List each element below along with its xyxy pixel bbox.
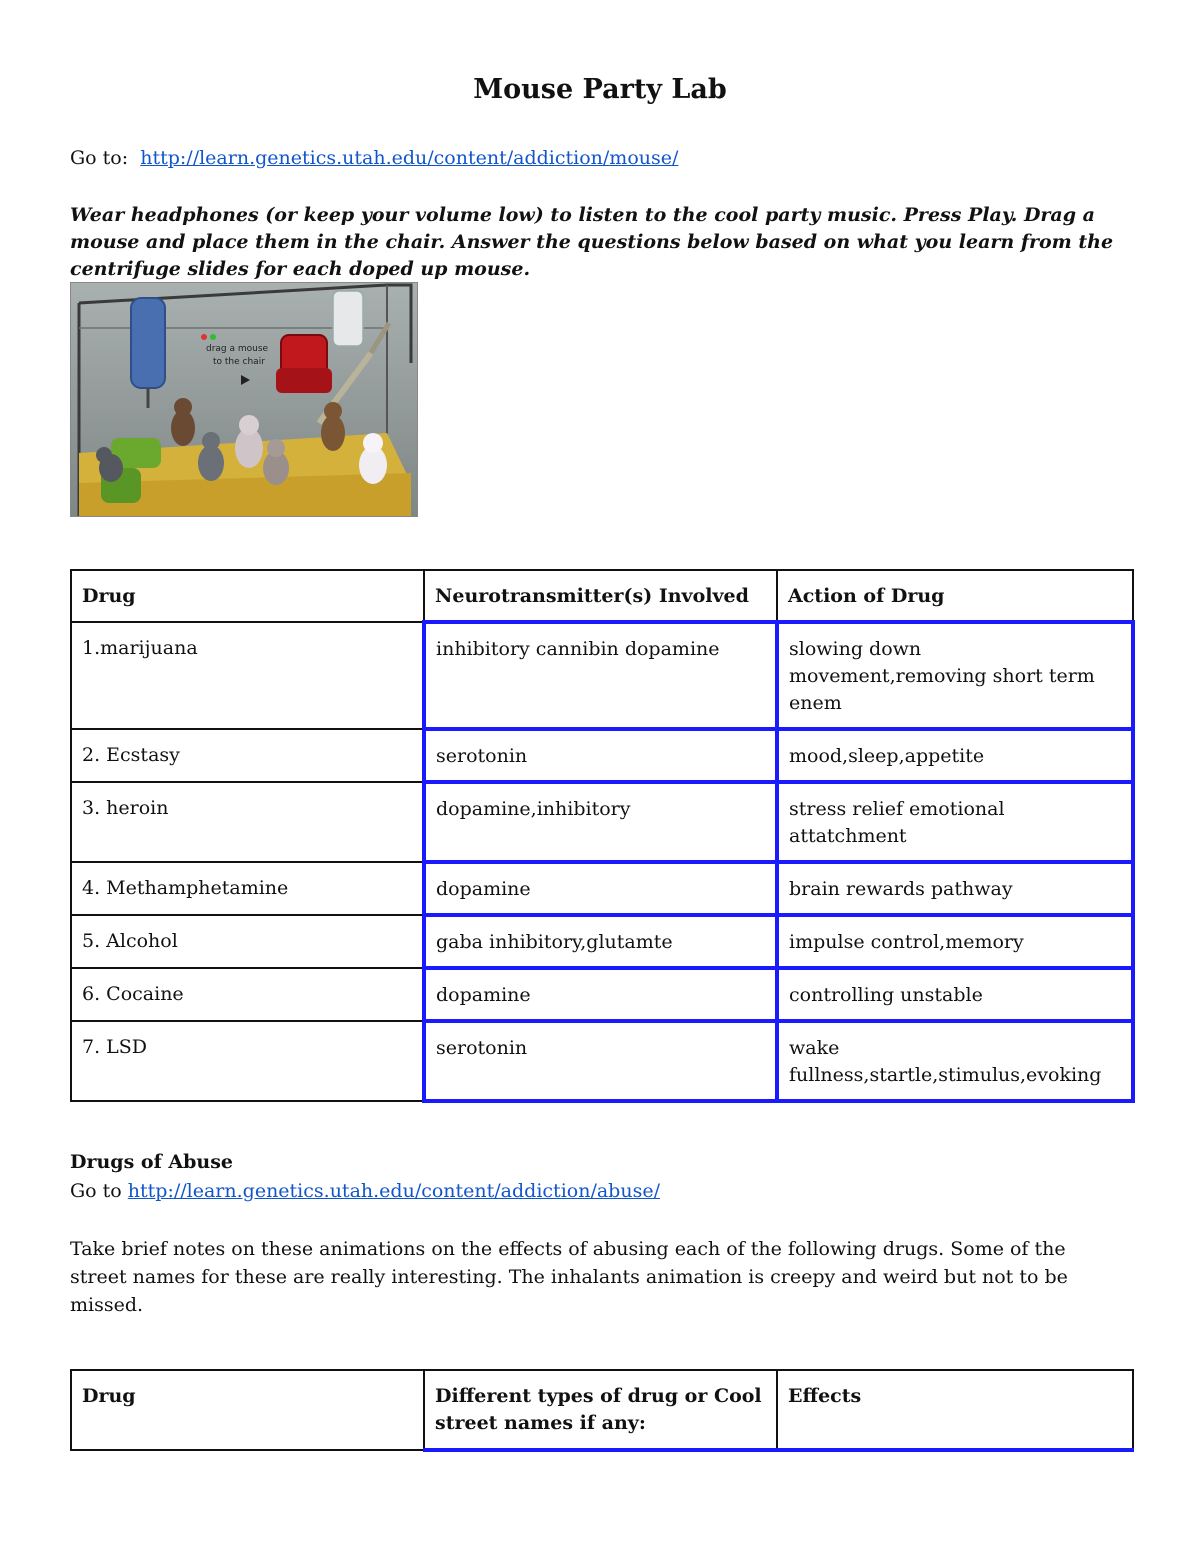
cell-neurotransmitter[interactable]: dopamine <box>424 862 777 915</box>
drugs-of-abuse-link[interactable]: http://learn.genetics.utah.edu/content/addiction/abuse/ <box>127 1180 660 1202</box>
header-action: Action of Drug <box>777 570 1133 622</box>
table-row <box>71 915 1133 968</box>
goto-line-abuse <box>70 1180 660 1202</box>
table-row <box>71 729 1133 782</box>
page-title: Mouse Party Lab <box>473 74 727 105</box>
cell-action[interactable]: mood,sleep,appetite <box>777 729 1133 782</box>
table-row <box>71 622 1133 729</box>
cell-drug[interactable]: 7. LSD <box>71 1021 424 1101</box>
cell-drug[interactable]: 5. Alcohol <box>71 915 424 968</box>
cell-drug[interactable]: 3. heroin <box>71 782 424 862</box>
header-effects: Effects <box>777 1370 1133 1450</box>
goto-prefix: Go to <box>70 1180 122 1202</box>
header-street-names: Different types of drug or Cool street names if any: <box>424 1370 777 1450</box>
goto-prefix: Go to: <box>70 147 129 169</box>
cell-neurotransmitter[interactable]: gaba inhibitory,glutamte <box>424 915 777 968</box>
drugs-of-abuse-table <box>70 1369 1134 1452</box>
cell-drug[interactable]: 4. Methamphetamine <box>71 862 424 915</box>
mouse-party-screenshot <box>70 282 418 517</box>
mouse-party-table <box>70 569 1135 1103</box>
cell-neurotransmitter[interactable]: serotonin <box>424 729 777 782</box>
table-row <box>71 862 1133 915</box>
cell-action[interactable]: impulse control,memory <box>777 915 1133 968</box>
cell-action[interactable]: stress relief emotional attatchment <box>777 782 1133 862</box>
cell-neurotransmitter[interactable]: serotonin <box>424 1021 777 1101</box>
header-drug: Drug <box>71 1370 424 1450</box>
cell-drug[interactable]: 1.marijuana <box>71 622 424 729</box>
header-drug: Drug <box>71 570 424 622</box>
screenshot-caption-2: to the chair <box>213 357 265 367</box>
notes-instructions: Take brief notes on these animations on the effects of abusing each of the following drugs. Some of the street names for these are really interesting. The inhalants animation is creepy and weird but not to be missed. <box>70 1238 1068 1316</box>
table-header-row <box>71 1370 1133 1450</box>
cell-action[interactable]: brain rewards pathway <box>777 862 1133 915</box>
cell-drug[interactable]: 2. Ecstasy <box>71 729 424 782</box>
cell-action[interactable]: slowing down movement,removing short term enem <box>777 622 1133 729</box>
mouse-party-link[interactable]: http://learn.genetics.utah.edu/content/addiction/mouse/ <box>140 147 679 169</box>
cell-action[interactable]: wake fullness,startle,stimulus,evoking <box>777 1021 1133 1101</box>
table-row <box>71 1021 1133 1101</box>
cell-neurotransmitter[interactable]: dopamine,inhibitory <box>424 782 777 862</box>
header-neurotransmitter: Neurotransmitter(s) Involved <box>424 570 777 622</box>
screenshot-caption-1: drag a mouse <box>206 344 269 354</box>
cell-drug[interactable]: 6. Cocaine <box>71 968 424 1021</box>
table-row <box>71 782 1133 862</box>
table-row <box>71 968 1133 1021</box>
cell-neurotransmitter[interactable]: dopamine <box>424 968 777 1021</box>
table-header-row <box>71 570 1133 622</box>
instructions-text: Wear headphones (or keep your volume low) to listen to the cool party music. Press Play. Drag a mouse and place them in the chair. Answer the questions below based on what you learn from the centrifuge slides for each doped up mouse. <box>70 204 1114 280</box>
goto-line-mouse <box>70 147 678 169</box>
cell-action[interactable]: controlling unstable <box>777 968 1133 1021</box>
cell-neurotransmitter[interactable]: inhibitory cannibin dopamine <box>424 622 777 729</box>
drugs-of-abuse-heading: Drugs of Abuse <box>70 1151 233 1173</box>
